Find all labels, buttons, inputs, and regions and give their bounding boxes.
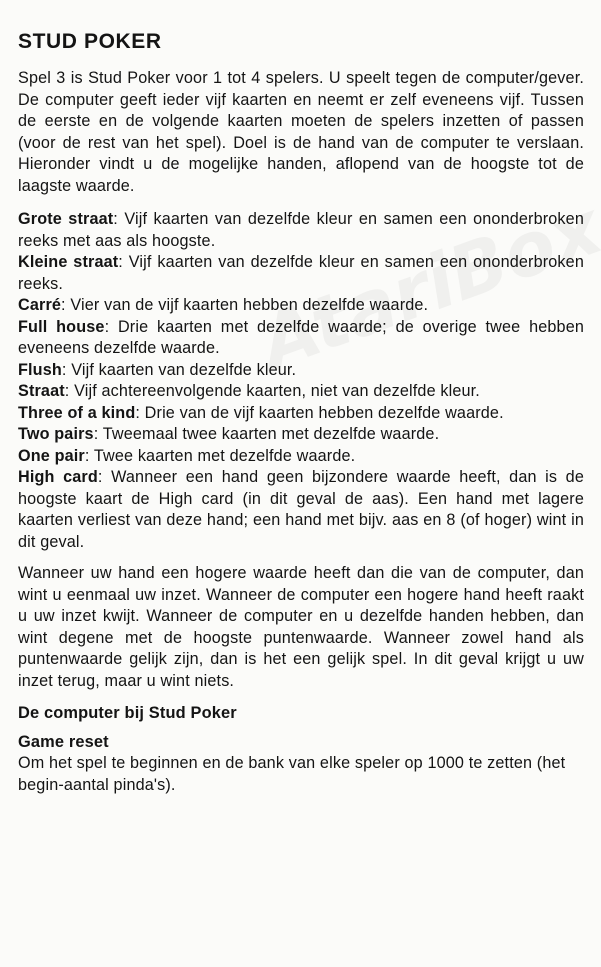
hand-description: : Drie kaarten met dezelfde waarde; de overige twee hebben eveneens dezelfde waarde.	[18, 317, 585, 357]
hand-term: Three of a kind	[18, 403, 136, 422]
hand-item	[18, 209, 584, 252]
hand-item	[18, 252, 584, 295]
subsection-heading: Game reset	[18, 733, 109, 751]
hand-term: Grote straat	[18, 210, 114, 228]
hand-item	[18, 424, 584, 446]
hand-term: One pair	[18, 446, 85, 465]
hand-term: Two pairs	[18, 425, 94, 443]
hand-description: : Vijf achtereenvolgende kaarten, niet van dezelfde kleur.	[64, 382, 480, 400]
outcome-paragraph: Wanneer uw hand een hogere waarde heeft dan die van de computer, dan wint u eenmaal uw inzet. Wanneer de computer een hogere hand heeft raakt u uw inzet kwijt. Wanneer de computer en u dezelfde handen hebben, dan wint degene met de hoogste puntenwaarde. Wanneer zowel hand als puntenwaarde gelijk zijn, dan is het een gelijk spel. In dit geval krijgt u uw inzet terug, maar u wint niets.	[18, 564, 584, 690]
hand-item	[18, 403, 584, 425]
hand-term: High card	[18, 468, 98, 486]
hand-description: : Vijf kaarten van dezelfde kleur.	[61, 360, 297, 379]
intro-paragraph: Spel 3 is Stud Poker voor 1 tot 4 spelers. U speelt tegen de computer/gever. De computer geeft ieder vijf kaarten en neemt er zelf eveneens vijf. Tussen de eerste en de volgende kaarten moeten de spelers inzetten of passen (voor de rest van het spel). Doel is de hand van de computer te verslaan. Hieronder vindt u de mogelijke handen, aflopend van de hoogste tot de laagste waarde.	[18, 69, 584, 195]
hand-term: Straat	[18, 382, 65, 400]
hand-description: : Tweemaal twee kaarten met dezelfde waarde.	[93, 425, 440, 443]
hand-item	[18, 295, 584, 317]
hand-description: : Twee kaarten met dezelfde waarde.	[84, 446, 356, 465]
hand-term: Full house	[18, 317, 105, 336]
hand-term: Carré	[18, 296, 62, 314]
hand-item	[18, 446, 584, 468]
hand-description: : Drie van de vijf kaarten hebben dezelfde waarde.	[135, 403, 504, 422]
hand-description: : Vijf kaarten van dezelfde kleur en samen een ononderbroken reeks met aas als hoogste.	[18, 210, 584, 250]
hand-rankings-list	[18, 209, 584, 553]
hand-item	[18, 381, 584, 403]
hand-description: : Vijf kaarten van dezelfde kleur en samen een ononderbroken reeks.	[18, 253, 584, 293]
hand-item	[18, 317, 584, 360]
hand-item	[18, 360, 584, 382]
section-heading: De computer bij Stud Poker	[18, 704, 237, 722]
page	[18, 30, 584, 796]
page-title: STUD POKER	[18, 30, 162, 53]
hand-description: : Wanneer een hand geen bijzondere waarde heeft, dan is de hoogste kaart de High card (in dit geval de aas). Een hand met lagere kaarten verliest van deze hand; een hand met bijv. aas en 8 (of hoger) wint in dit geval.	[18, 468, 584, 551]
hand-item	[18, 467, 584, 553]
game-reset-text: Om het spel te beginnen en de bank van elke speler op 1000 te zetten (het begin-aantal pinda's).	[18, 754, 566, 794]
hand-term: Flush	[18, 360, 62, 379]
hand-description: : Vier van de vijf kaarten hebben dezelfde waarde.	[61, 296, 429, 314]
hand-term: Kleine straat	[18, 253, 119, 271]
